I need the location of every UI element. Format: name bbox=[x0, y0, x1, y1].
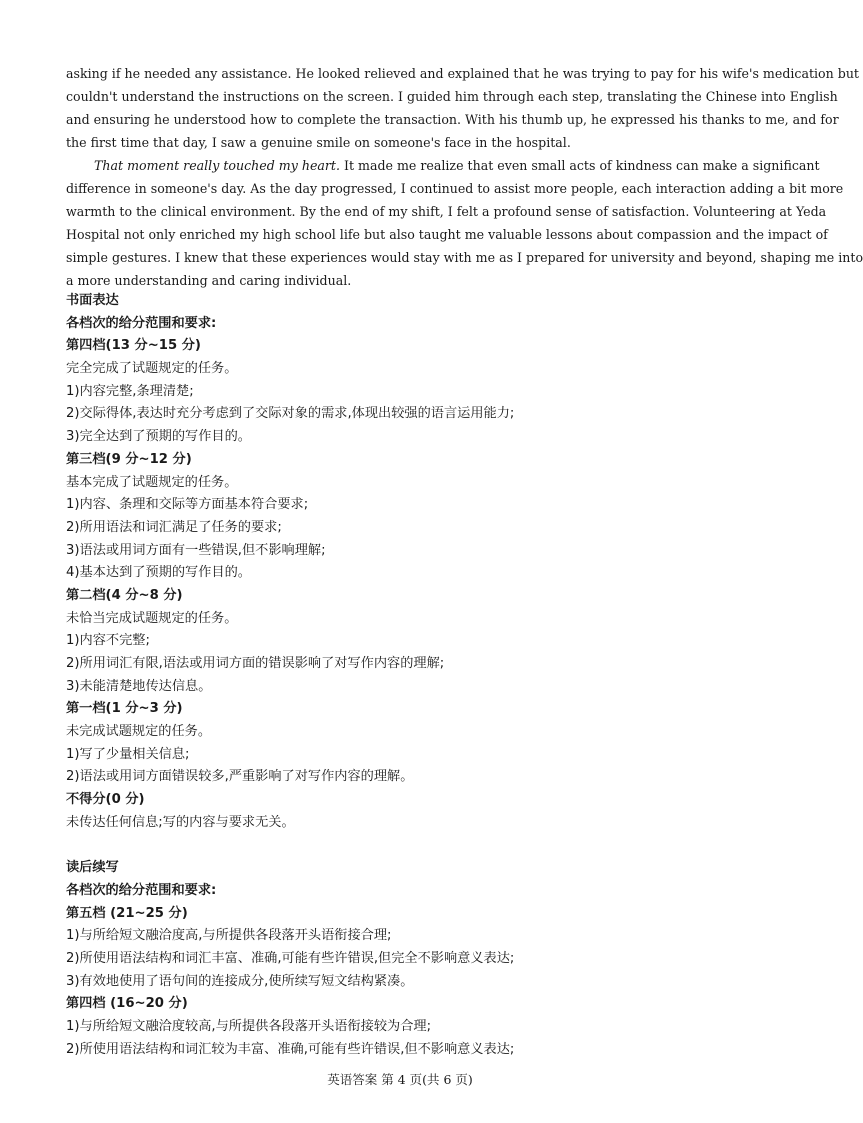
criteria-item: 1)与所给短文融洽度较高,与所提供各段落开头语衔接较为合理; bbox=[66, 1019, 432, 1034]
criteria-item: 2)语法或用词方面错误较多,严重影响了对写作内容的理解。 bbox=[66, 769, 414, 785]
criteria-item: 1)内容、条理和交际等方面基本符合要求; bbox=[66, 497, 309, 513]
passage-paragraph-2 bbox=[66, 154, 863, 292]
italic-sentence: That moment really touched my heart. bbox=[94, 158, 340, 173]
grade-title: 第三档(9 分~12 分) bbox=[66, 451, 192, 467]
criteria-item: 2)所使用语法结构和词汇丰富、准确,可能有些许错误,但完全不影响意义表达; bbox=[66, 950, 515, 966]
writing-section bbox=[66, 290, 756, 1061]
passage-line: couldn't understand the instructions on the screen. I guided him through each step, translating the Chinese into English bbox=[66, 89, 838, 104]
passage-line: the first time that day, I saw a genuine smile on someone's face in the hospital. bbox=[66, 135, 571, 150]
grade-summary: 完全完成了试题规定的任务。 bbox=[66, 361, 238, 377]
criteria-item: 1)写了少量相关信息; bbox=[66, 746, 190, 762]
section-heading: 读后续写 bbox=[66, 860, 119, 876]
passage-line bbox=[66, 154, 820, 177]
criteria-item: 1)与所给短文融洽度高,与所提供各段落开头语衔接合理; bbox=[66, 928, 392, 944]
grade-summary: 基本完成了试题规定的任务。 bbox=[66, 474, 238, 490]
grade-title: 不得分(0 分) bbox=[66, 792, 145, 808]
section-gap bbox=[66, 835, 756, 858]
passage-line: difference in someone's day. As the day progressed, I continued to assist more people, each interaction adding a bit more bbox=[66, 181, 844, 196]
criteria-item: 2)交际得体,表达时充分考虑到了交际对象的需求,体现出较强的语言运用能力; bbox=[66, 406, 515, 422]
grade-title: 第二档(4 分~8 分) bbox=[66, 587, 183, 603]
criteria-item: 2)所用词汇有限,语法或用词方面的错误影响了对写作内容的理解; bbox=[66, 656, 445, 671]
criteria-title: 各档次的给分范围和要求: bbox=[66, 315, 217, 331]
passage-line: warmth to the clinical environment. By the end of my shift, I felt a profound sense of satisfaction. Volunteering at Yeda bbox=[66, 204, 827, 219]
criteria-item: 3)有效地使用了语句间的连接成分,使所续写短文结构紧凑。 bbox=[66, 973, 414, 989]
passage-line: a more understanding and caring individual. bbox=[66, 273, 352, 288]
grade-title: 第一档(1 分~3 分) bbox=[66, 701, 183, 717]
grade-title: 第五档 (21~25 分) bbox=[66, 905, 188, 921]
criteria-item: 1)内容不完整; bbox=[66, 633, 150, 649]
page-footer: 英语答案 第 4 页(共 6 页) bbox=[327, 1072, 473, 1087]
criteria-item: 4)基本达到了预期的写作目的。 bbox=[66, 565, 251, 581]
passage-line: simple gestures. I knew that these experiences would stay with me as I prepared for university and beyond, shaping me into bbox=[66, 250, 863, 265]
grade-summary: 未完成试题规定的任务。 bbox=[66, 724, 212, 740]
criteria-item: 1)内容完整,条理清楚; bbox=[66, 383, 194, 399]
passage-line-rest: It made me realize that even small acts of kindness can make a significant bbox=[339, 158, 820, 173]
grade-summary: 未传达任何信息;写的内容与要求无关。 bbox=[66, 814, 295, 830]
criteria-item: 3)未能清楚地传达信息。 bbox=[66, 678, 212, 694]
passage-paragraph-1 bbox=[66, 62, 859, 154]
passage-line: and ensuring he understood how to complete the transaction. With his thumb up, he expressed his thanks to me, and for bbox=[66, 112, 839, 127]
passage-line: asking if he needed any assistance. He looked relieved and explained that he was trying to pay for his wife's medication but bbox=[66, 66, 859, 81]
grade-summary: 未恰当完成试题规定的任务。 bbox=[66, 610, 238, 626]
criteria-item: 2)所用语法和词汇满足了任务的要求; bbox=[66, 519, 282, 535]
grade-title: 第四档(13 分~15 分) bbox=[66, 338, 201, 354]
criteria-item: 3)语法或用词方面有一些错误,但不影响理解; bbox=[66, 542, 326, 558]
grade-title: 第四档 (16~20 分) bbox=[66, 996, 188, 1012]
section-heading: 书面表达 bbox=[66, 293, 119, 308]
criteria-item: 3)完全达到了预期的写作目的。 bbox=[66, 429, 251, 445]
passage-line: Hospital not only enriched my high school life but also taught me valuable lessons about compassion and the impact of bbox=[66, 227, 828, 242]
criteria-title: 各档次的给分范围和要求: bbox=[66, 882, 217, 898]
criteria-item: 2)所使用语法结构和词汇较为丰富、准确,可能有些许错误,但不影响意义表达; bbox=[66, 1041, 515, 1057]
